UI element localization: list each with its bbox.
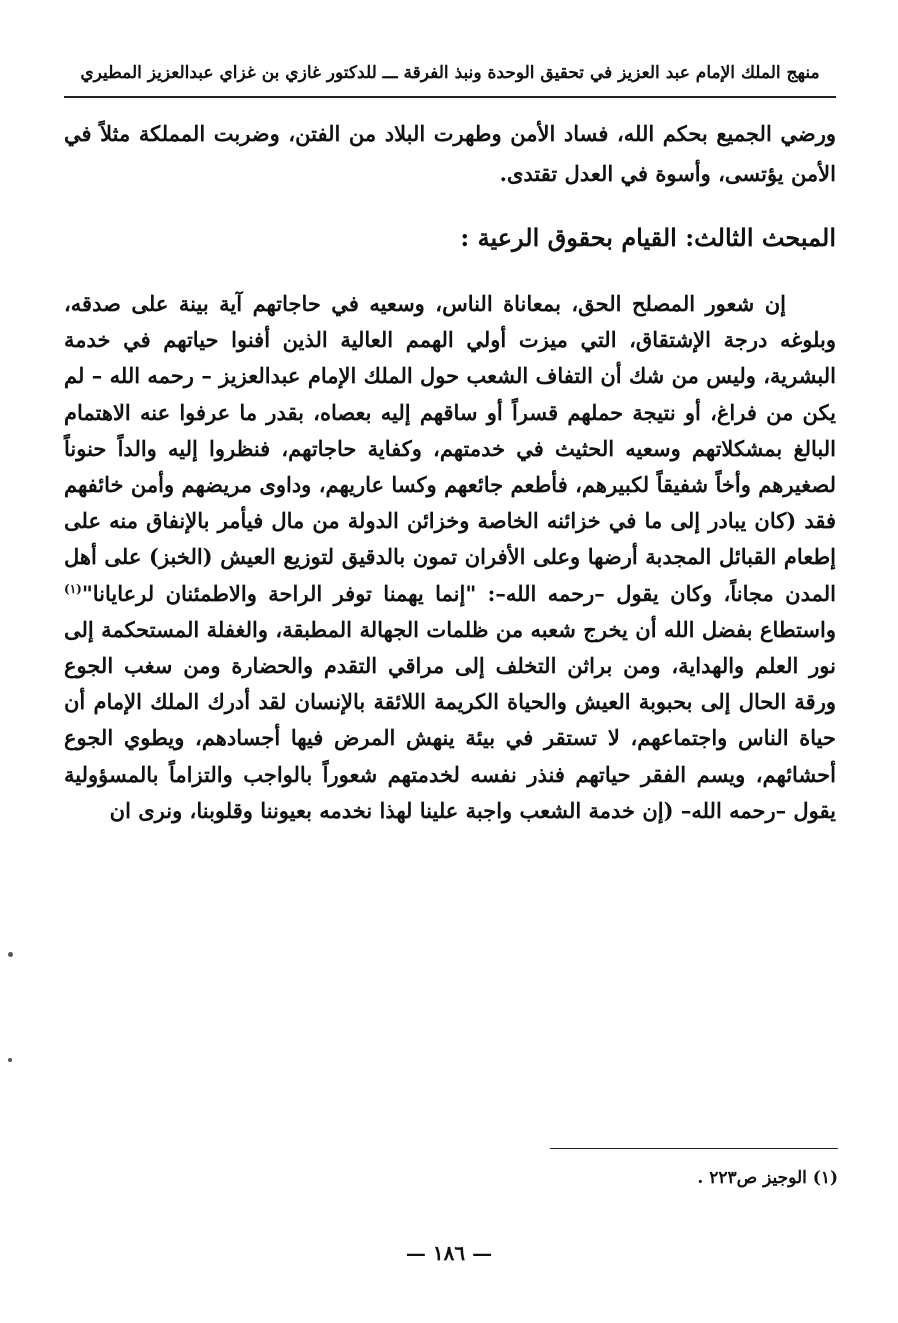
footnote-reference[interactable]: (١) [64, 581, 82, 596]
scan-speck [8, 952, 13, 957]
main-paragraph [64, 286, 836, 829]
main-paragraph-text-1: إن شعور المصلح الحق، بمعاناة الناس، وسعيه في حاجاتهم آية بينة على صدقه، وبلوغه درجة الإشتقاق، التي ميزت أولي الهمم العالية الذين أفنوا حياتهم في خدمة البشرية، وليس من شك أن التفاف الشعب حول الملك الإمام عبدالعزيز – رحمه الله – لم يكن من فراغ، أو نتيجة حملهم قسراً أو ساقهم إليه بعصاه، بقدر ما عرفوا عنه الاهتمام البالغ بمشكلاتهم وسعيه الحثيث في خدمتهم، وكفاية حاجاتهم، فنظروا إليه والداً حنوناً لصغيرهم وأخاً شفيقاً لكبيرهم، فأطعم جائعهم وكسا عاريهم، وداوى مريضهم وأمن خائفهم فقد (كان يبادر إلى ما في خزائنه الخاصة وخزائن الدولة من مال فيأمر بالإنفاق منه على إطعام القبائل المجدبة أرضها وعلى الأفران تمون بالدقيق لتوزيع العيش (الخبز) على أهل المدن مجاناً، وكان يقول –رحمه الله–: "إنما يهمنا توفر الراحة والاطمئنان لرعايانا" [64, 291, 837, 606]
section-heading: المبحث الثالث: القيام بحقوق الرعية : [460, 223, 836, 252]
running-header: منهج الملك الإمام عبد العزيز في تحقيق الوحدة ونبذ الفرقة ـــ للدكتور غازي بن غزاي عبدالعزيز المطيري [80, 63, 820, 83]
intro-paragraph: ورضي الجميع بحكم الله، فساد الأمن وطهرت البلاد من الفتن، وضربت المملكة مثلاً في الأمن يؤتسى، وأسوة في العدل تقتدى. [64, 121, 836, 186]
footnote: (١) الوجيز ص٢٢٣ . [697, 1168, 838, 1188]
header-rule [64, 96, 836, 98]
footnote-rule [550, 1148, 838, 1149]
body-text [64, 114, 836, 829]
main-paragraph-text-2: واستطاع بفضل الله أن يخرج شعبه من ظلمات الجهالة المطبقة، والغفلة المستحكمة إلى نور العلم والهداية، ومن براثن التخلف إلى مراقي التقدم والحضارة ومن سغب الجوع ورقة الحال إلى بحبوبة العيش والحياة الكريمة اللائقة بالإنسان لقد أدرك الملك الإمام أن حياة الناس واجتماعهم، لا تستقر في بيئة ينهش المرض فيها أجسادهم، ويطوي الجوع أحشائهم، ويسم الفقر حياتهم فنذر نفسه لخدمتهم شعوراً بالواجب والتزاماً بالمسؤولية يقول –رحمه الله– (إن خدمة الشعب واجبة علينا لهذا نخدمه بعيوننا وقلوبنا، ونرى ان [64, 616, 836, 823]
scan-speck [8, 1058, 12, 1062]
page-number: — ١٨٦ — [405, 1241, 493, 1265]
